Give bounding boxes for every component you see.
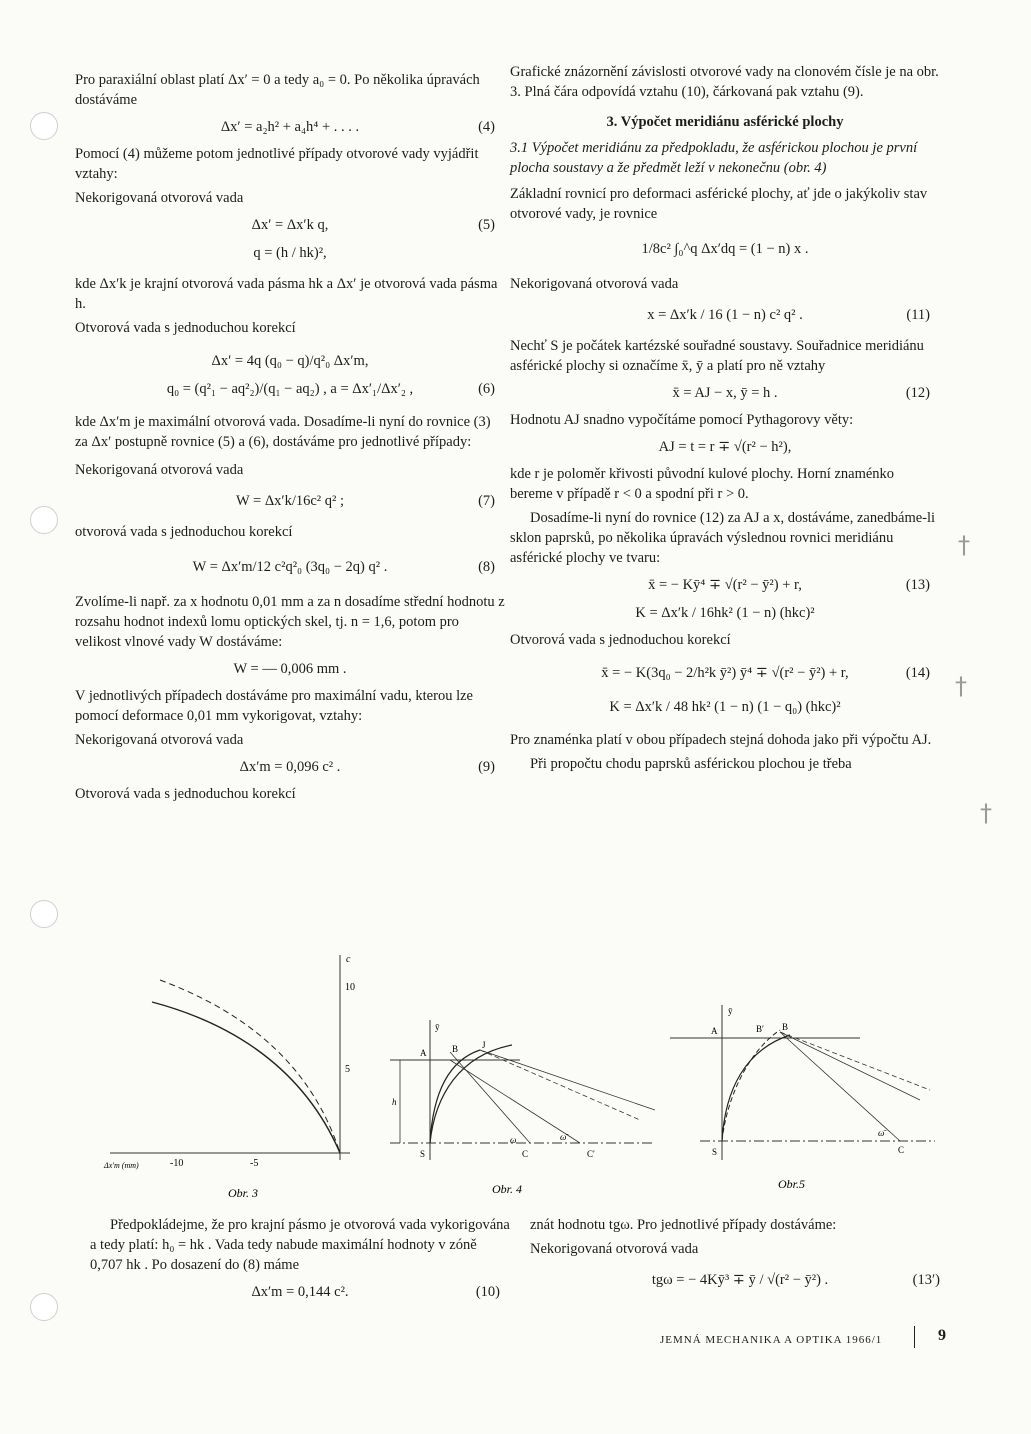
equation-body: x = Δx′k / 16 (1 − n) c² q² . (647, 307, 803, 323)
equation-body: W = — 0,006 mm . (233, 661, 347, 677)
case-label: Nekorigovaná otvorová vada (75, 190, 244, 206)
equation-number: (5) (478, 217, 495, 233)
equation-body: Δx′m = 0,096 c² . (239, 759, 341, 775)
fig5-refracted-ray-dashed (780, 1032, 930, 1090)
equation-number: (11) (906, 307, 930, 323)
figure-5 (670, 1005, 935, 1191)
equation-body: K = Δx′k / 48 hk² (1 − n) (1 − q₀) (hkc)² (609, 699, 841, 715)
fig5-caption: Obr.5 (778, 1177, 806, 1191)
fig5-label: A (711, 1026, 718, 1036)
equation-body: K = Δx′k / 16hk² (1 − n) (hkc)² (635, 605, 815, 621)
equation-13-prime (530, 1269, 950, 1291)
equation-number: (6) (478, 381, 495, 397)
fig5-refracted-ray (780, 1032, 920, 1100)
equation-body: x̄ = − Kȳ⁴ ∓ √(r² − ȳ²) + r, (648, 577, 802, 593)
paragraph: Dosadíme-li nyní do rovnice (12) za AJ a x, dostáváme, zanedbáme-li sklon paprsků, po několika úpravách výslednou rovnici meridiánu asférické plochy ve tvaru: (510, 510, 936, 566)
fig4-label: C′ (587, 1149, 595, 1159)
right-column (510, 62, 940, 778)
case-label: Nekorigovaná otvorová vada (75, 732, 244, 748)
fig5-sphere-arc-dashed (722, 1030, 780, 1141)
fig4-label: B (452, 1044, 459, 1054)
equation-8 (75, 556, 505, 578)
fig3-solid-curve (152, 1002, 340, 1153)
fig5-label: B (782, 1022, 789, 1032)
figures-strip (100, 950, 960, 1210)
fig5-asphere-arc (722, 1035, 790, 1141)
fig4-label: J (482, 1040, 486, 1050)
equation-12 (510, 382, 940, 404)
paragraph: Předpokládejme, že pro krajní pásmo je otvorová vada vykorigována a tedy platí: h₀ = hk . Vada tedy nabude maximální hodnoty v zóně 0,707 hk . Po dosazení do (8) máme (90, 1217, 510, 1273)
case-label: otvorová vada s jednoduchou korekcí (75, 524, 293, 540)
fig3-dashed-curve (160, 980, 340, 1153)
equation-body: tgω = − 4Kȳ³ ∓ ȳ / √(r² − ȳ²) . (651, 1272, 829, 1288)
equation-body: x̄ = − K(3q₀ − 2/h²k ȳ²) ȳ⁴ ∓ √(r² − ȳ²) + r, (601, 665, 849, 681)
equation-14-k (510, 696, 940, 718)
equation-number: (10) (475, 1284, 500, 1300)
equation-10 (90, 1281, 510, 1303)
fig5-label: B′ (756, 1024, 764, 1034)
paragraph: kde Δx′k je krajní otvorová vada pásma hk a Δx′ je otvorová vada pásma h. (75, 276, 498, 312)
equation-integral (510, 238, 940, 260)
equation-5b (75, 242, 505, 264)
paragraph: Pomocí (4) můžeme potom jednotlivé případy otvorové vady vyjádřit vztahy: (75, 146, 479, 182)
fig4-caption: Obr. 4 (492, 1182, 523, 1196)
subsection-heading: 3.1 Výpočet meridiánu za předpokladu, že asférickou plochou je první plocha soustavy a že předmět leží v nekonečnu (obr. 4) (510, 140, 918, 176)
equation-number: (4) (478, 119, 495, 135)
footer-separator (914, 1326, 915, 1348)
equation-w (75, 658, 505, 680)
punch-hole-1 (30, 112, 58, 140)
equation-5 (75, 214, 505, 236)
equation-body: x̄ = AJ − x, ȳ = h . (672, 385, 778, 401)
case-label: Otvorová vada s jednoduchou korekcí (75, 786, 296, 802)
case-label: Otvorová vada s jednoduchou korekcí (510, 632, 731, 648)
section-heading: 3. Výpočet meridiánu asférické plochy (606, 114, 844, 130)
equation-body: q₀ = (q²₁ − aq²₂)/(q₁ − aq₂) , a = Δx′₁/Δx′₂ , (166, 381, 414, 397)
equation-body: AJ = t = r ∓ √(r² − h²), (658, 439, 792, 455)
fig4-label: S (420, 1149, 426, 1159)
fig3-tick-x: -10 (170, 1158, 184, 1169)
fig3-x-label: Δx′m (mm) (104, 1161, 139, 1170)
equation-7 (75, 490, 505, 512)
equation-6a (75, 350, 505, 372)
equation-aj (510, 436, 940, 458)
case-label: Nekorigovaná otvorová vada (510, 276, 679, 292)
case-label: Nekorigovaná otvorová vada (75, 462, 244, 478)
equation-number: (9) (478, 759, 495, 775)
equation-body: W = Δx′m/12 c²q²₀ (3q₀ − 2q) q² . (192, 559, 388, 575)
fig4-normal-line (450, 1052, 530, 1143)
fig5-label: C (898, 1145, 905, 1155)
fig4-label: h (392, 1097, 397, 1107)
pencil-mark-2: † (955, 672, 967, 700)
paragraph: Zvolíme-li např. za x hodnotu 0,01 mm a za n dosadíme střední hodnotu z rozsahu hodnot indexů lomu optických skel, tj. n = 1,6, potom pro velikost vlnové vady W dostáváme: (75, 594, 505, 650)
paragraph: Při propočtu chodu paprsků asférickou plochou je třeba (530, 756, 852, 772)
punch-hole-4 (30, 1293, 58, 1321)
equation-body: Δx′ = Δx′k q, (251, 217, 329, 233)
fig4-refracted-ray-dashed (480, 1050, 640, 1120)
fig3-tick-x: -5 (250, 1158, 259, 1169)
paragraph: Nechť S je počátek kartézské souřadné soustavy. Souřadnice meridiánu asférické plochy si označíme x̄, ȳ a platí pro ně vztahy (510, 338, 924, 374)
fig4-sphere-arc (430, 1050, 480, 1143)
equation-number: (14) (905, 665, 930, 681)
equation-9 (75, 756, 505, 778)
fig4-label: ȳ (435, 1022, 440, 1032)
journal-footer: JEMNÁ MECHANIKA A OPTIKA 1966/1 (660, 1334, 883, 1346)
fig3-tick-y: 10 (345, 982, 355, 993)
equation-body: Δx′ = 4q (q₀ − q)/q²₀ Δx′m, (211, 353, 369, 369)
punch-hole-3 (30, 900, 58, 928)
fig4-label: ω (510, 1135, 517, 1145)
paragraph: znát hodnotu tgω. Pro jednotlivé případy dostáváme: (530, 1217, 837, 1233)
fig4-radius-line (450, 1060, 580, 1143)
figure-3 (103, 954, 355, 1200)
left-column (75, 70, 505, 808)
paragraph: Hodnotu AJ snadno vypočítáme pomocí Pythagorovy věty: (510, 412, 854, 428)
fig4-label: A (420, 1048, 427, 1058)
fig4-refracted-ray (480, 1050, 655, 1110)
fig3-axis-label-c: c (346, 954, 351, 965)
case-label: Otvorová vada s jednoduchou korekcí (75, 320, 296, 336)
equation-13 (510, 574, 940, 596)
equation-number: (13) (905, 577, 930, 593)
paragraph: kde r je poloměr křivosti původní kulové plochy. Horní znaménko bereme v případě r < 0 a spodní při r > 0. (510, 466, 895, 502)
equation-body: Δx′m = 0,144 c². (251, 1284, 349, 1300)
equation-14 (510, 662, 940, 684)
fig4-label: ω̄ (560, 1132, 567, 1142)
equation-13-k (510, 602, 940, 624)
punch-hole-2 (30, 506, 58, 534)
fig5-label: S (712, 1147, 718, 1157)
equation-4 (75, 116, 505, 138)
paragraph: kde Δx′m je maximální otvorová vada. Dosadíme-li nyní do rovnice (3) za Δx′ postupně rovnice (5) a (6), dostáváme pro jednotlivé případy: (75, 414, 491, 450)
paragraph: Grafické znázornění závislosti otvorové vady na clonovém čísle je na obr. 3. Plná čára odpovídá vztahu (10), čárkovaná pak vztahu (9). (510, 64, 939, 100)
pencil-mark-3: † (980, 799, 992, 827)
fig4-label: C (522, 1149, 529, 1159)
fig3-tick-y: 5 (345, 1064, 350, 1075)
fig5-label: ȳ (728, 1006, 733, 1016)
equation-number: (13′) (912, 1272, 940, 1288)
equation-body: 1/8c² ∫₀^q Δx′dq = (1 − n) x . (641, 241, 809, 257)
paragraph: V jednotlivých případech dostáváme pro maximální vadu, kterou lze pomocí deformace 0,01 mm vykorigovat, vztahy: (75, 688, 473, 724)
fig3-caption: Obr. 3 (228, 1186, 259, 1200)
equation-body: W = Δx′k/16c² q² ; (235, 493, 345, 509)
equation-number: (7) (478, 493, 495, 509)
equation-6b (75, 378, 505, 400)
pencil-mark-1: † (958, 531, 970, 559)
equation-body: Δx′ = a₂h² + a₄h⁴ + . . . . (220, 119, 360, 135)
fig5-label: ω̄ (878, 1128, 885, 1138)
page-number: 9 (938, 1327, 946, 1344)
equation-11 (510, 304, 940, 326)
figure-4 (390, 1020, 655, 1196)
paragraph: Pro znaménka platí v obou případech stejná dohoda jako při výpočtu AJ. (510, 732, 932, 748)
paragraph: Základní rovnicí pro deformaci asférické plochy, ať jde o jakýkoliv stav otvorové vady, je rovnice (510, 186, 928, 222)
case-label: Nekorigovaná otvorová vada (530, 1241, 699, 1257)
bottom-right-block (530, 1215, 950, 1297)
equation-number: (12) (905, 385, 930, 401)
equation-body: q = (h / hk)², (253, 245, 327, 261)
bottom-left-block (90, 1215, 510, 1309)
equation-number: (8) (478, 559, 495, 575)
fig5-normal-line (780, 1032, 900, 1141)
paragraph: Pro paraxiální oblast platí Δx′ = 0 a tedy a₀ = 0. Po několika úpravách dostáváme (75, 72, 480, 108)
